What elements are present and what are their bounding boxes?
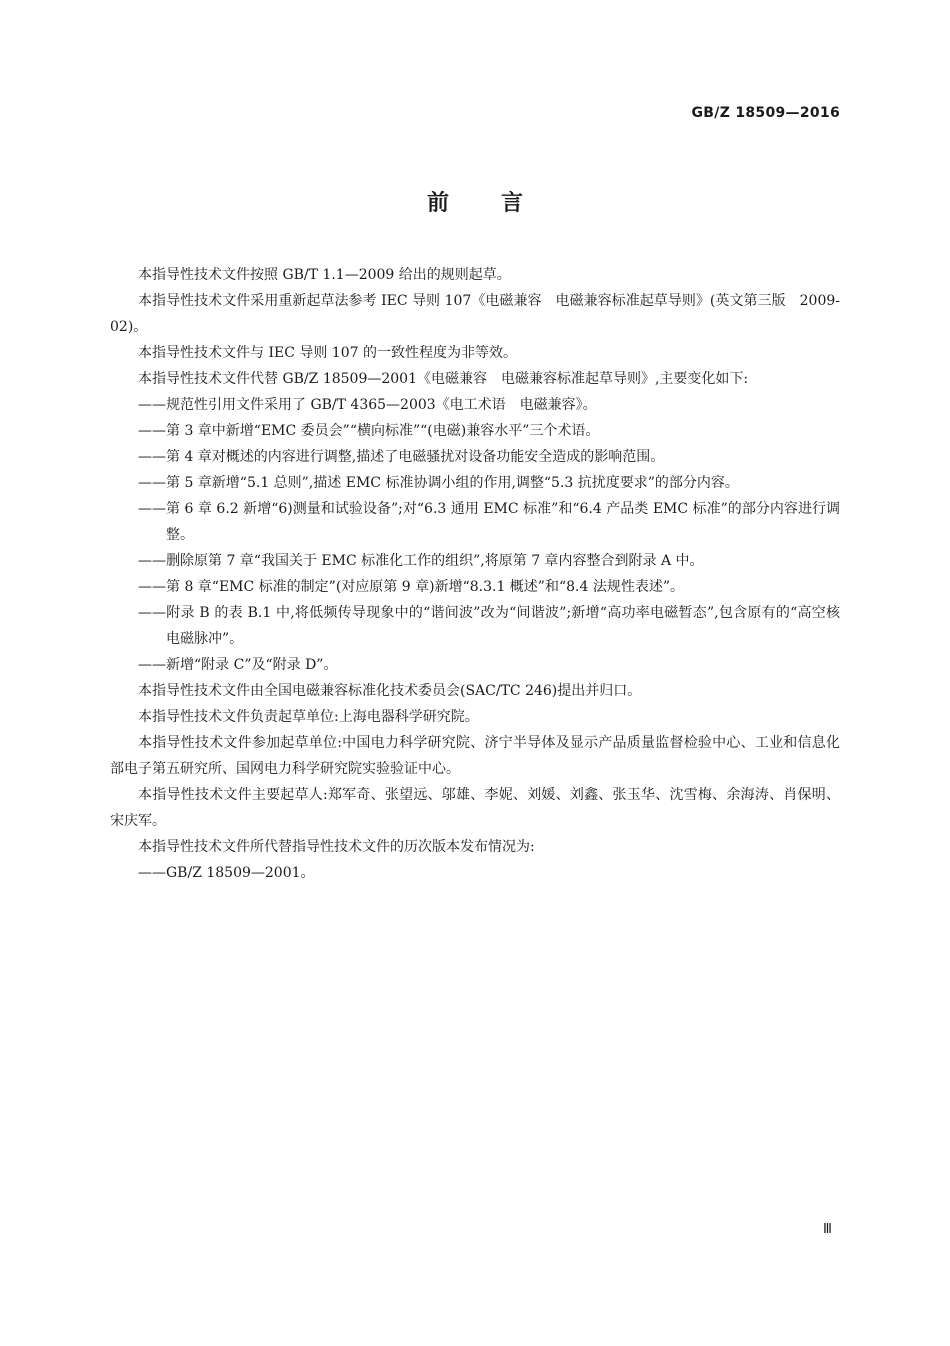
change-list-item: ——删除原第 7 章“我国关于 EMC 标准化工作的组织”,将原第 7 章内容整合到附录 A 中。 (138, 553, 704, 569)
version-list-item: ——GB/Z 18509—2001。 (138, 865, 315, 881)
paragraph: 本指导性技术文件负责起草单位:上海电器科学研究院。 (138, 709, 479, 725)
change-list-item: ——规范性引用文件采用了 GB/T 4365—2003《电工术语 电磁兼容》。 (138, 397, 597, 413)
paragraph: 本指导性技术文件与 IEC 导则 107 的一致性程度为非等效。 (138, 345, 517, 361)
paragraph: 本指导性技术文件代替 GB/Z 18509—2001《电磁兼容 电磁兼容标准起草导则》,主要变化如下: (138, 371, 749, 387)
change-list-item: ——新增“附录 C”及“附录 D”。 (138, 657, 338, 673)
paragraph: 本指导性技术文件参加起草单位:中国电力科学研究院、济宁半导体及显示产品质量监督检验中心、工业和信息化部电子第五研究所、国网电力科学研究院实验验证中心。 (110, 735, 840, 777)
change-list-item: ——第 8 章“EMC 标准的制定”(对应原第 9 章)新增“8.3.1 概述”和“8.4 法规性表述”。 (138, 579, 684, 595)
paragraph: 本指导性技术文件主要起草人:郑军奇、张望远、邬雄、李妮、刘媛、刘鑫、张玉华、沈雪梅、余海涛、肖保明、宋庆军。 (110, 787, 840, 829)
page-title: 前言 (426, 191, 575, 216)
change-list-item: ——第 6 章 6.2 新增“6)测量和试验设备”;对“6.3 通用 EMC 标准”和“6.4 产品类 EMC 标准”的部分内容进行调整。 (138, 501, 840, 543)
foreword-body (110, 262, 840, 886)
page-number: Ⅲ (823, 1222, 832, 1237)
paragraph: 本指导性技术文件按照 GB/T 1.1—2009 给出的规则起草。 (138, 267, 511, 283)
change-list-item: ——第 5 章新增“5.1 总则”,描述 EMC 标准协调小组的作用,调整“5.3 抗扰度要求”的部分内容。 (138, 475, 739, 491)
standard-number: GB/Z 18509—2016 (691, 105, 840, 121)
change-list-item: ——第 4 章对概述的内容进行调整,描述了电磁骚扰对设备功能安全造成的影响范围。 (138, 449, 665, 465)
paragraph: 本指导性技术文件由全国电磁兼容标准化技术委员会(SAC/TC 246)提出并归口。 (138, 683, 642, 699)
paragraph: 本指导性技术文件所代替指导性技术文件的历次版本发布情况为: (138, 839, 535, 855)
change-list-item: ——第 3 章中新增“EMC 委员会”“横向标准”“(电磁)兼容水平”三个术语。 (138, 423, 600, 439)
paragraph: 本指导性技术文件采用重新起草法参考 IEC 导则 107《电磁兼容 电磁兼容标准起草导则》(英文第三版 2009-02)。 (110, 293, 840, 335)
change-list-item: ——附录 B 的表 B.1 中,将低频传导现象中的“谐间波”改为“间谐波”;新增“高功率电磁暂态”,包含原有的“高空核电磁脉冲”。 (138, 605, 840, 647)
